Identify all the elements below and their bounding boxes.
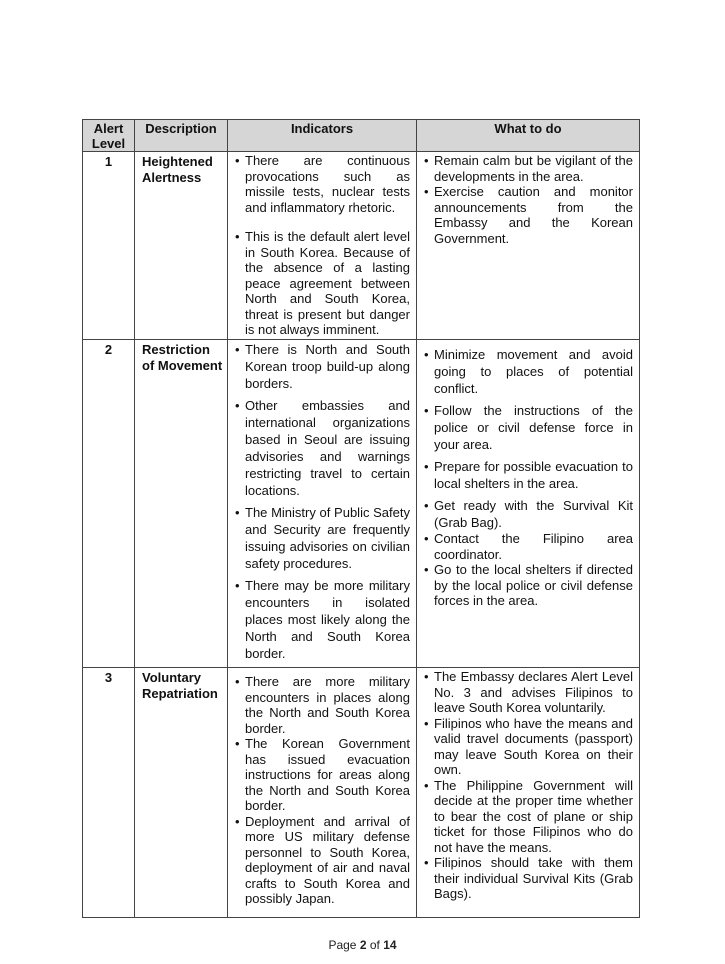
- list-item: • Filipinos who have the means and valid travel documents (passport) may leave South Korea on their own.: [424, 716, 633, 778]
- list-item: • The Philippine Government will decide at the proper time whether to bear the cost of plane or ship ticket for those Filipinos who do not have the means.: [424, 778, 633, 856]
- alert-level-cell: 1: [83, 152, 135, 340]
- table-header-row: [83, 120, 640, 152]
- indicators-cell: [228, 340, 417, 668]
- alert-levels-table: [82, 119, 640, 918]
- list-item: • Deployment and arrival of more US military defense personnel to South Korea, deployment of air and naval crafts to South Korea and possibly Japan.: [235, 814, 410, 907]
- table-row: [83, 340, 640, 668]
- indicators-cell: [228, 152, 417, 340]
- list-item: • There are more military encounters in places along the North and South Korea border.: [235, 674, 410, 736]
- list-item: • Go to the local shelters if directed by the local police or civil defense forces in the area.: [424, 562, 633, 609]
- list-item: • The Korean Government has issued evacuation instructions for areas along the North and South Korea border.: [235, 736, 410, 814]
- header-alert-level: Alert Level: [83, 120, 135, 152]
- list-item: • There are continuous provocations such as missile tests, nuclear tests and inflammatory rhetoric.: [235, 153, 410, 215]
- list-item: • The Embassy declares Alert Level No. 3 and advises Filipinos to leave South Korea voluntarily.: [424, 669, 633, 716]
- description-cell: Restriction of Movement: [135, 340, 228, 668]
- list-item: • Other embassies and international organizations based in Seoul are issuing advisories and warnings restricting travel to certain locations.: [235, 397, 410, 499]
- header-what-to-do: What to do: [417, 120, 640, 152]
- what-to-do-cell: [417, 668, 640, 918]
- page-label: Page: [328, 938, 357, 952]
- alert-level-cell: 3: [83, 668, 135, 918]
- list-item: • Exercise caution and monitor announcements from the Embassy and the Korean Government.: [424, 184, 633, 246]
- total-page-count: 14: [383, 938, 397, 952]
- header-description: Description: [135, 120, 228, 152]
- page-of-label: of: [369, 938, 380, 952]
- list-item: • Get ready with the Survival Kit (Grab Bag).: [424, 497, 633, 531]
- current-page-number: 2: [359, 938, 367, 952]
- list-item: • There may be more military encounters in isolated places most likely along the North and South Korea border.: [235, 577, 410, 662]
- list-item: • Filipinos should take with them their individual Survival Kits (Grab Bags).: [424, 855, 633, 902]
- what-to-do-cell: [417, 152, 640, 340]
- header-indicators: Indicators: [228, 120, 417, 152]
- list-item: • The Ministry of Public Safety and Security are frequently issuing advisories on civilian safety procedures.: [235, 504, 410, 572]
- description-cell: Heightened Alertness: [135, 152, 228, 340]
- description-cell: Voluntary Repatriation: [135, 668, 228, 918]
- list-item: • Remain calm but be vigilant of the developments in the area.: [424, 153, 633, 184]
- alert-level-cell: 2: [83, 340, 135, 668]
- list-item: • There is North and South Korean troop build-up along borders.: [235, 341, 410, 392]
- list-item: • This is the default alert level in South Korea. Because of the absence of a lasting peace agreement between North and South Korea, threat is present but danger is not always imminent.: [235, 229, 410, 338]
- list-item: • Prepare for possible evacuation to local shelters in the area.: [424, 458, 633, 492]
- indicators-cell: [228, 668, 417, 918]
- page-number-footer: [0, 938, 725, 952]
- table-row: [83, 152, 640, 340]
- what-to-do-cell: [417, 340, 640, 668]
- list-item: • Follow the instructions of the police or civil defense force in your area.: [424, 402, 633, 453]
- table-row: [83, 668, 640, 918]
- list-item: • Contact the Filipino area coordinator.: [424, 531, 633, 562]
- list-item: • Minimize movement and avoid going to places of potential conflict.: [424, 346, 633, 397]
